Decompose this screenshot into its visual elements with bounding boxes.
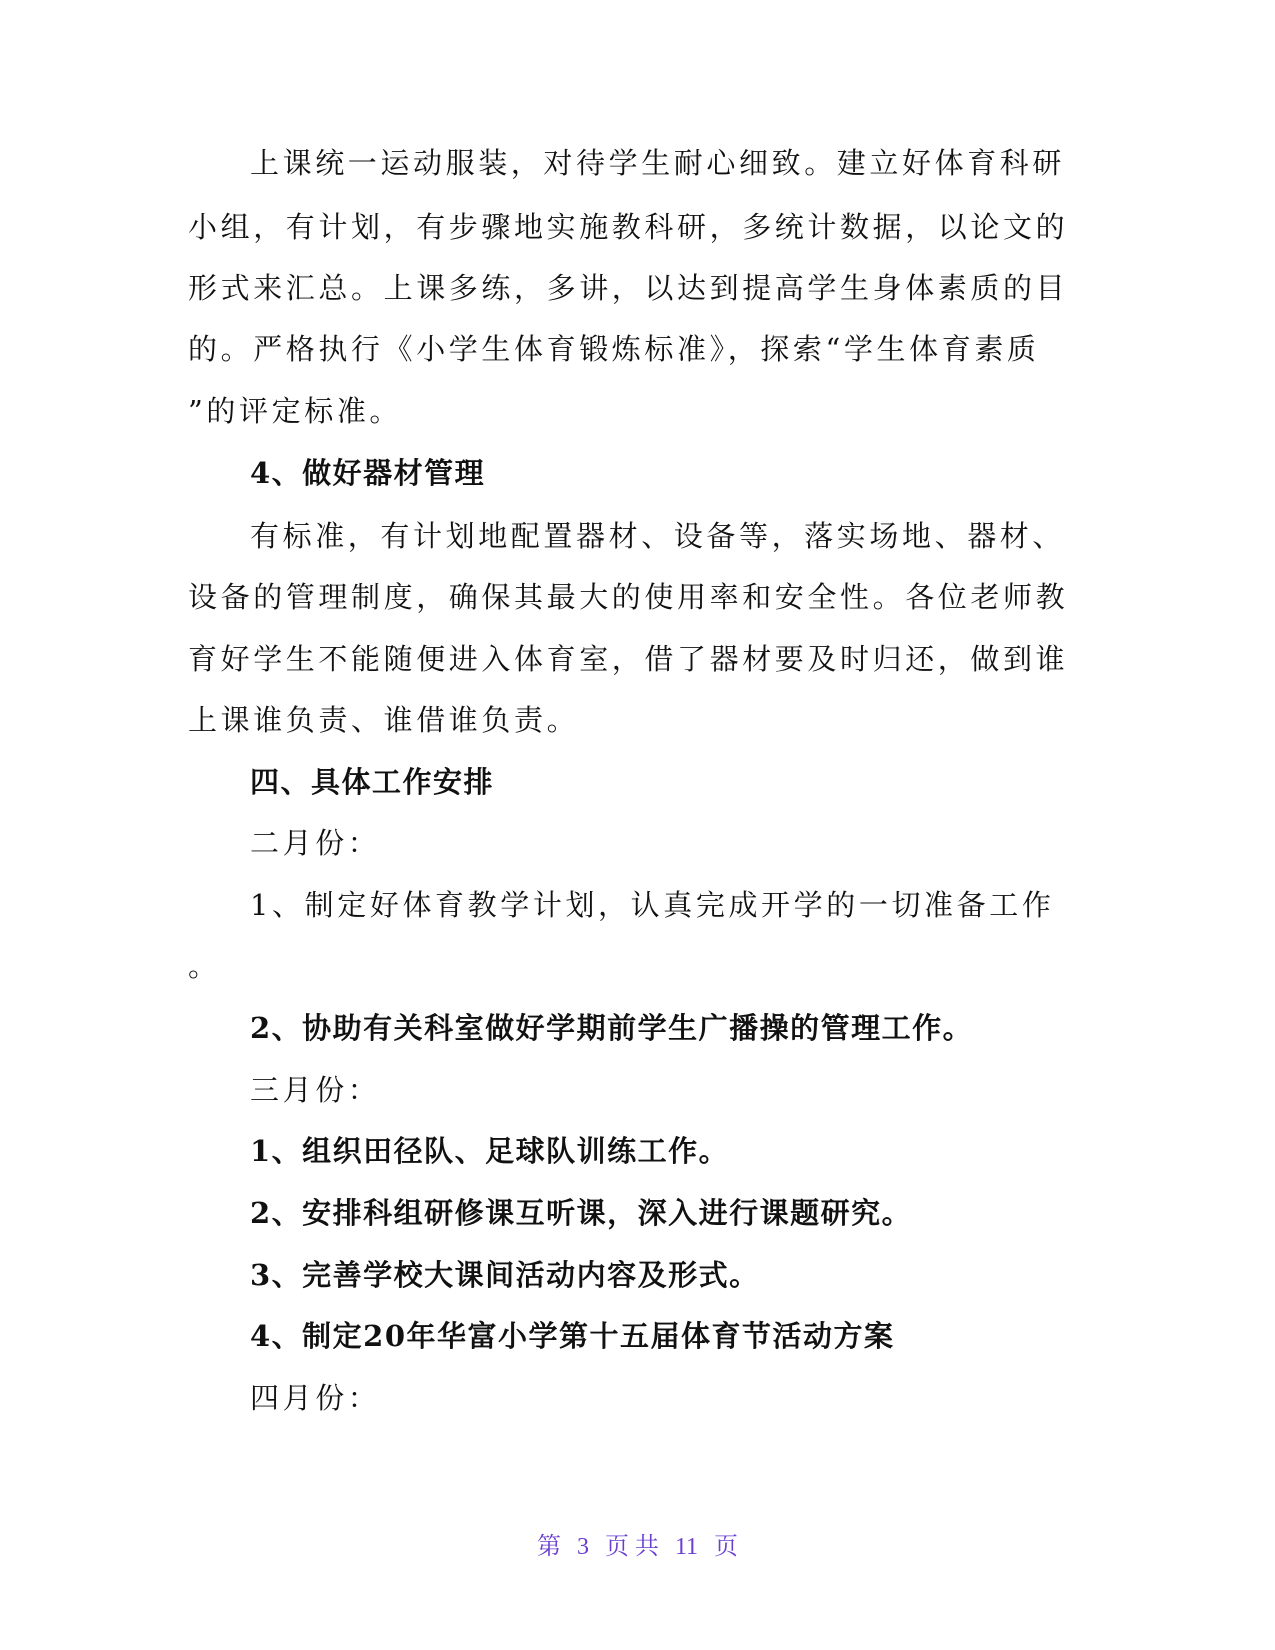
list-item: 2、安排科组研修课互听课，深入进行课题研究。 bbox=[250, 1196, 913, 1230]
month-label: 二月份： bbox=[250, 826, 381, 860]
month-label: 三月份： bbox=[250, 1073, 381, 1107]
list-item: 3、完善学校大课间活动内容及形式。 bbox=[250, 1258, 760, 1292]
page-footer bbox=[0, 1532, 1275, 1562]
paragraph-line: 育好学生不能随便进入体育室，借了器材要及时归还，做到谁 bbox=[188, 642, 1069, 676]
section-heading: 四、具体工作安排 bbox=[250, 765, 495, 799]
paragraph-line: 形式来汇总。上课多练，多讲，以达到提高学生身体素质的目 bbox=[188, 271, 1069, 305]
paragraph-line: 设备的管理制度，确保其最大的使用率和安全性。各位老师教 bbox=[188, 580, 1069, 614]
paragraph-line: 小组，有计划，有步骤地实施教科研，多统计数据，以论文的 bbox=[188, 210, 1069, 244]
list-item: 4、制定20年华富小学第十五届体育节活动方案 bbox=[250, 1319, 895, 1353]
footer-prefix: 第 bbox=[536, 1534, 561, 1560]
section-heading: 4、做好器材管理 bbox=[250, 456, 486, 490]
total-page-count: 11 bbox=[674, 1534, 699, 1560]
paragraph-line: 有标准，有计划地配置器材、设备等，落实场地、器材、 bbox=[250, 519, 1066, 553]
list-item: 2、协助有关科室做好学期前学生广播操的管理工作。 bbox=[250, 1011, 974, 1045]
footer-suffix: 页 bbox=[714, 1534, 739, 1560]
current-page-number: 3 bbox=[576, 1534, 589, 1560]
list-item: 1、组织田径队、足球队训练工作。 bbox=[250, 1134, 730, 1168]
paragraph-line: 上课谁负责、谁借谁负责。 bbox=[188, 703, 580, 737]
paragraph-line: ”的评定标准。 bbox=[188, 394, 403, 428]
paragraph-line: 的。严格执行《小学生体育锻炼标准》，探索“学生体育素质 bbox=[188, 332, 1040, 366]
paragraph-line: 。 bbox=[188, 949, 221, 983]
month-label: 四月份： bbox=[250, 1381, 381, 1415]
paragraph-line: 上课统一运动服装，对待学生耐心细致。建立好体育科研 bbox=[250, 146, 1066, 180]
footer-middle: 页 共 bbox=[604, 1534, 659, 1560]
list-item: 1、制定好体育教学计划，认真完成开学的一切准备工作 bbox=[250, 888, 1055, 922]
